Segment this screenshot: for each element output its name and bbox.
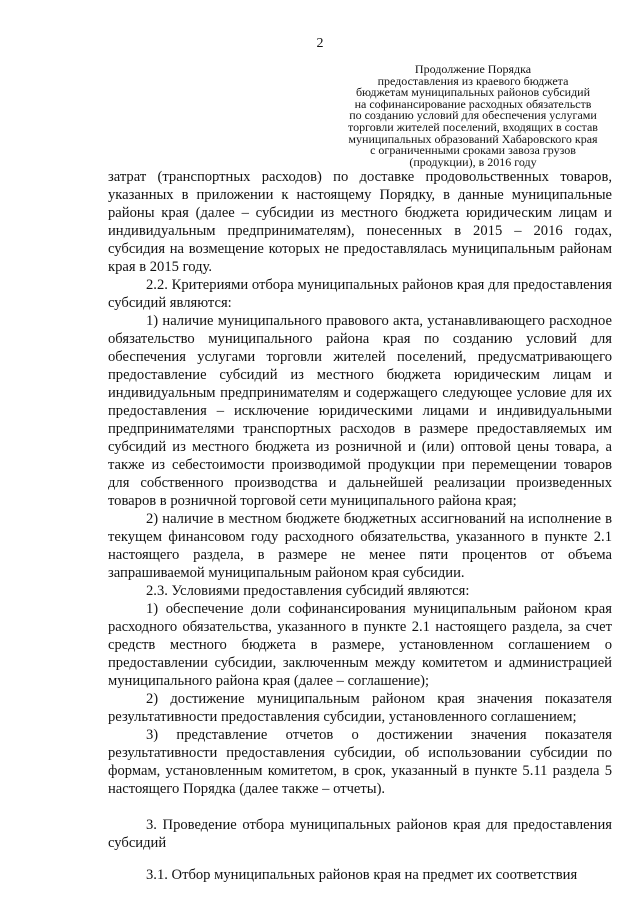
document-header — [318, 64, 628, 168]
header-line: по созданию условий для обеспечения услугами — [349, 108, 597, 123]
paragraph-2-2-item-1: 1) наличие муниципального правового акта, устанавливающего расходное обязательство муниципального района края по созданию условий для обеспечения услугами торговли жителей поселений, предусматривающего предоставление субсидий из местного бюджета юридическим лицам и индивидуальным предпринимателям и содержащего следующее условие для их предоставления – исключение юридическими лицами и индивидуальными предпринимателями транспортных расходов в размере предоставляемых им субсидий из местного бюджета из розничной и (или) оптовой цены товара, а также из себестоимости производимой продукции при перемещении товаров для собственного производства и дальнейшей реализации произведенных товаров в розничной торговой сети муниципального района края; — [108, 313, 612, 509]
header-line: (продукции), в 2016 году — [409, 154, 537, 169]
paragraph-2-3-item-2: 2) достижение муниципальным районом края значения показателя результативности предоставления субсидии, установленного соглашением; — [108, 691, 612, 725]
paragraph-2-2-item-2: 2) наличие в местном бюджете бюджетных ассигнований на исполнение в текущем финансовом году расходного обязательства, указанного в пункте 2.1 настоящего раздела, в размере не менее пяти процентов от объема запрашиваемой муниципальным районом края субсидии. — [108, 511, 612, 581]
header-line: торговли жителей поселений, входящих в состав — [348, 119, 598, 134]
paragraph-3-1: 3.1. Отбор муниципальных районов края на предмет их соответствия — [146, 867, 578, 883]
header-line: бюджетам муниципальных районов субсидий — [355, 85, 591, 100]
document-body — [108, 168, 612, 884]
header-line: муниципальных образований Хабаровского края — [348, 131, 598, 146]
paragraph-2-2: 2.2. Критериями отбора муниципальных районов края для предоставления субсидий являются: — [108, 277, 612, 311]
page-number: 2 — [316, 36, 324, 51]
paragraph-2-3: 2.3. Условиями предоставления субсидий являются: — [146, 583, 470, 599]
paragraph-continuation: затрат (транспортных расходов) по доставке продовольственных товаров, указанных в приложении к настоящему Порядку, в данные муниципальные районы края (далее – субсидии из местного бюджета юридическим лицам и индивидуальным предпринимателям), понесенных в 2015 – 2016 годах, субсидия на возмещение которых не предоставлялась муниципальным районам края в 2015 году. — [108, 169, 612, 275]
header-line: предоставления из краевого бюджета — [377, 73, 569, 88]
header-line: на софинансирование расходных обязательств — [354, 96, 592, 111]
header-line: Продолжение Порядка — [414, 62, 532, 76]
paragraph-2-3-item-1: 1) обеспечение доли софинансирования муниципальным районом края расходного обязательства, указанного в пункте 2.1 настоящего раздела, за счет средств местного бюджета в размере, установленном соглашением о предоставлении субсидии, заключенным между комитетом и администрацией муниципального района края (далее – соглашение); — [108, 601, 612, 689]
header-line: с ограниченными сроками завоза грузов — [370, 143, 576, 158]
paragraph-2-3-item-3: 3) представление отчетов о достижении значения показателя результативности предоставления субсидии, об использовании субсидии по формам, установленным комитетом, в срок, указанный в пункте 5.11 раздела 5 настоящего Порядка (далее также – отчеты). — [108, 727, 612, 797]
section-3-title: 3. Проведение отбора муниципальных районов края для предоставления субсидий — [108, 817, 612, 851]
